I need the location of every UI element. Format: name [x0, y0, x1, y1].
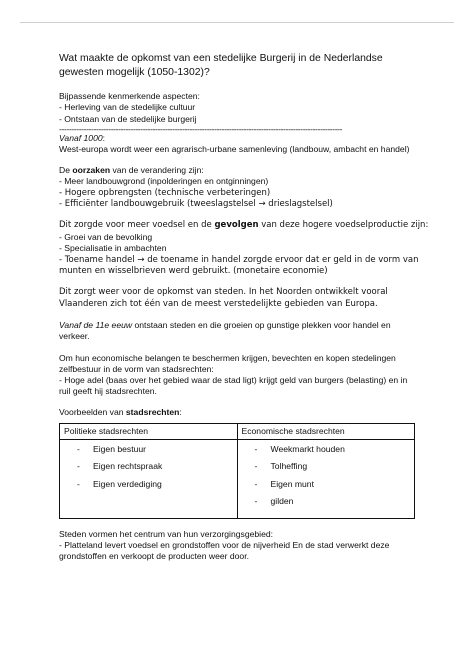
year-1000-label: Vanaf 1000	[59, 132, 103, 143]
list-item	[64, 479, 233, 497]
list-item-text: Weekmarkt houden	[270, 443, 345, 454]
causes-heading	[59, 165, 419, 176]
aspects-heading: Bijpassende kenmerkende aspecten:	[59, 91, 200, 102]
political-cell	[60, 439, 238, 518]
list-dash: -	[254, 496, 258, 507]
list-dash: -	[254, 478, 258, 489]
list-item-text: gilden	[270, 496, 294, 507]
table-header-economic: Economische stadsrechten	[237, 423, 415, 439]
list-dash: -	[77, 478, 80, 489]
effect-item: - Specialisatie in ambachten	[59, 243, 167, 254]
effects-suffix: van deze hogere voedselproductie zijn:	[258, 220, 429, 231]
cause-item: - Hogere opbrengsten (technische verbeteringen)	[59, 187, 271, 198]
causes-prefix: De	[59, 165, 73, 176]
effects-heading	[59, 220, 429, 231]
list-item-text: Eigen munt	[270, 478, 314, 489]
examples-bold: stadsrechten	[125, 407, 180, 418]
causes-bold: oorzaken	[72, 165, 111, 176]
year-1000-text: West-europa wordt weer een agrarisch-urbane samenleving (landbouw, ambacht en handel)	[59, 144, 410, 154]
aspect-item: - Ontstaan van de stedelijke burgerij	[59, 113, 197, 124]
examples-suffix: :	[179, 407, 182, 418]
page-top-rule	[20, 22, 454, 23]
cause-item: - Efficiënter landbouwgebruik (tweeslagstelsel → drieslagstelsel)	[59, 199, 333, 210]
separator-line: -------------------------------------------------------------------------------------------------------------------	[59, 124, 343, 133]
table-row	[60, 439, 415, 518]
centre-item: - Platteland levert voedsel en grondstoffen voor de nijverheid En de stad verwerkt deze grondstoffen en verkoopt de producten weer door.	[59, 540, 390, 562]
effects-block	[59, 220, 429, 277]
aspects-block	[59, 91, 419, 155]
effect-item: - Groei van de bevolking	[59, 231, 153, 242]
list-item	[64, 461, 233, 479]
examples-prefix: Voorbeelden van	[59, 407, 126, 418]
year-11-label: Vanaf de 11e eeuw	[59, 320, 133, 331]
causes-block	[59, 165, 419, 210]
year-11-paragraph	[59, 320, 419, 342]
cause-item: - Meer landbouwgrond (inpolderingen en ontginningen)	[59, 176, 269, 187]
centre-text: Steden vormen het centrum van hun verzorgingsgebied:	[59, 528, 274, 539]
rights-item: - Hoge adel (baas over het gebied waar de stad ligt) krijgt geld van burgers (belasting) en in ruil geeft hij stadsrechten.	[59, 375, 408, 397]
year-1000-colon: :	[102, 132, 106, 143]
list-dash: -	[254, 443, 258, 454]
list-item-text: Eigen rechtspraak	[93, 461, 163, 472]
effect-item: - Toename handel → de toename in handel zorgde ervoor dat er geld in de vorm van munten en wisselbrieven werd gebruikt. (monetaire economie)	[59, 254, 419, 277]
rights-paragraph	[59, 353, 419, 398]
cities-paragraph: Dit zorgt weer voor de opkomst van steden. In het Noorden ontwikkelt vooral Vlaanderen zich tot één van de meest verstedelijkte gebieden van Europa.	[59, 287, 388, 309]
document-page	[59, 52, 429, 573]
centre-paragraph	[59, 529, 419, 563]
list-item	[64, 444, 233, 462]
list-item-text: Tolheffing	[270, 461, 308, 472]
effects-bold: gevolgen	[214, 220, 259, 231]
stadsrechten-table	[59, 423, 415, 519]
rights-text: Om hun economische belangen te beschermen krijgen, bevechten en kopen stedelingen zelfbestuur in de vorm van stadsrechten:	[59, 352, 396, 374]
table-header-political: Politieke stadsrechten	[60, 423, 238, 439]
list-item-text: Eigen bestuur	[93, 443, 147, 454]
economic-cell	[237, 439, 415, 518]
year-1000-line	[59, 133, 419, 144]
year-11-text: ontstaan steden en die groeien op gunstige plekken voor handel en verkeer.	[59, 320, 391, 342]
list-item	[242, 461, 411, 479]
document-title: Wat maakte de opkomst van een stedelijke Burgerij in de Nederlandse gewesten mogelijk (1050-1302)?	[59, 53, 383, 78]
aspect-item: - Herleving van de stedelijke cultuur	[59, 102, 196, 113]
list-dash: -	[254, 461, 258, 472]
list-item	[242, 444, 411, 462]
table-header-row	[60, 423, 415, 439]
effects-prefix: Dit zorgde voor meer voedsel en de	[59, 220, 215, 231]
list-item	[242, 479, 411, 497]
list-item-text: Eigen verdediging	[93, 478, 162, 489]
causes-suffix: van de verandering zijn:	[110, 165, 204, 176]
list-dash: -	[77, 443, 80, 454]
list-item	[242, 496, 411, 514]
list-dash: -	[77, 461, 80, 472]
examples-heading	[59, 407, 419, 418]
